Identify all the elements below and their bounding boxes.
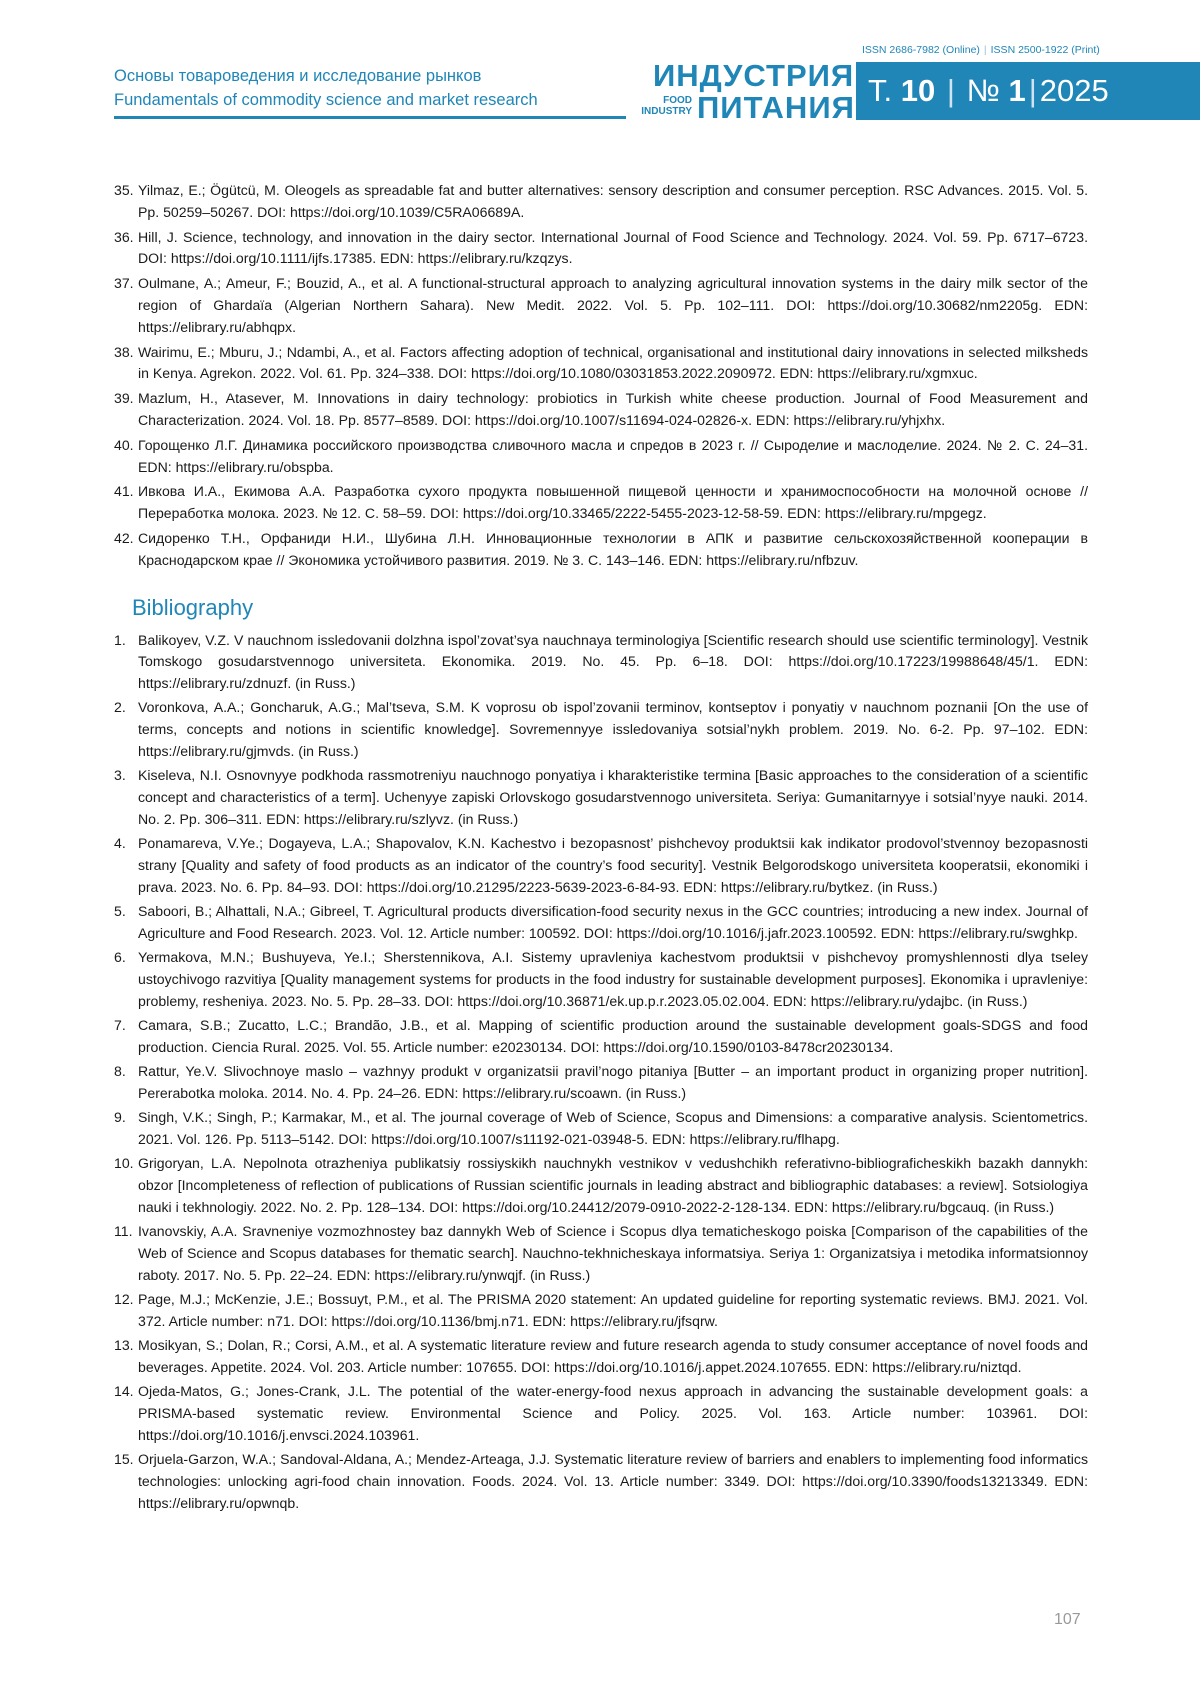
badge-separator: | [1028,73,1037,108]
reference-number: 37. [114,275,134,292]
logo-tag-food: FOOD [663,95,692,106]
issn-online: ISSN 2686-7982 (Online) [862,44,980,56]
bibliography-item [114,1107,1088,1151]
logo-tag-industry: INDUSTRY [641,106,692,117]
reference-number: 42. [114,529,134,546]
bibliography-item [114,1449,1088,1514]
bibliography-text: Camara, S.B.; Zucatto, L.C.; Brandão, J.B., et al. Mapping of scientific production around the sustainable development goals-SDGS and food production. Ciencia Rural. 2025. Vol. 55. Article number: e20230134. DOI: https://doi.org/10.1590/0103-8478cr20230134. [138,1017,1088,1055]
bibliography-number: 14. [114,1383,134,1400]
bibliography-item [114,765,1088,830]
journal-logo [632,58,855,125]
bibliography-item [114,697,1088,762]
bibliography-item [114,1061,1088,1105]
bibliography-text: Voronkova, A.A.; Goncharuk, A.G.; Mal’tseva, S.M. K voprosu ob ispol’zovanii terminov, kontseptov i ponyatiy v nauchnom poznanii [On the use of terms, concepts and notions in scientific knowledge]. Sovremennyye issledovaniya sotsial’nykh problem. 2019. No. 6-2. Pp. 97–102. EDN: https://elibrary.ru/gjmvds. (in Russ.) [138,699,1088,760]
bibliography-number: 8. [114,1063,126,1080]
bibliography-number: 4. [114,835,126,852]
reference-item [114,528,1088,572]
volume-prefix: Т. [868,73,893,108]
bibliography-item [114,1289,1088,1333]
bibliography-list [114,630,1088,1515]
reference-number: 40. [114,436,134,453]
issue-prefix: № [966,73,1000,108]
bibliography-item [114,630,1088,695]
main-content [114,180,1088,1517]
reference-item [114,435,1088,479]
reference-text: Oulmane, A.; Ameur, F.; Bouzid, A., et al. A functional-structural approach to analyzing agricultural innovation systems in the dairy milk sector of the region of Ghardaïa (Algerian Northern Sahara). New Medit. 2022. Vol. 5. Pp. 102–111. DOI: https://doi.org/10.30682/nm2205g. EDN: https://elibrary.ru/abhqpx. [138,275,1088,335]
page-number: 107 [1054,1611,1081,1628]
bibliography-number: 6. [114,949,126,966]
logo-word-industry: ИНДУСТРИЯ [653,58,855,93]
reference-text: Wairimu, E.; Mburu, J.; Ndambi, A., et al. Factors affecting adoption of technical, organisational and institutional dairy innovations in selected milksheds in Kenya. Agrekon. 2022. Vol. 61. Pp. 324–338. DOI: https://doi.org/10.1080/03031853.2022.2090972. EDN: https://elibrary.ru/xgmxuc. [138,343,1088,382]
references-list [114,180,1088,572]
bibliography-number: 2. [114,699,126,716]
reference-text: Ивкова И.А., Екимова А.А. Разработка сухого продукта повышенной пищевой ценности и хранимоспособности на молочной основе // Переработка молока. 2023. № 12. С. 58–59. DOI: https://doi.org/10.33465/2222-5455-2023-12-58-59. EDN: https://elibrary.ru/mpgegz. [138,483,1088,522]
reference-item [114,227,1088,271]
reference-item [114,342,1088,386]
header-divider [114,116,626,119]
badge-separator: | [946,73,955,108]
bibliography-text: Kiseleva, N.I. Osnovnyye podkhoda rassmotreniyu nauchnogo ponyatiya i kharakteristike termina [Basic approaches to the consideration of a scientific concept and characteristics of a term]. Uchenyye zapiski Orlovskogo gosudarstvennogo universiteta. Seriya: Gumanitarnyye i sotsial’nyye nauki. 2014. No. 2. Pp. 306–311. EDN: https://elibrary.ru/szlyvz. (in Russ.) [138,767,1088,827]
reference-text: Mazlum, H., Atasever, M. Innovations in dairy technology: probiotics in Turkish white cheese production. Journal of Food Measurement and Characterization. 2024. Vol. 18. Pp. 8577–8589. DOI: https://doi.org/10.1007/s11694-024-02826-x. EDN: https://elibrary.ru/yhjxhx. [138,390,1088,428]
bibliography-item [114,1015,1088,1059]
bibliography-text: Orjuela-Garzon, W.A.; Sandoval-Aldana, A.; Mendez-Arteaga, J.J. Systematic literature review of barriers and enablers to implementing food informatics technologies: unlocking agri-food chain innovation. Foods. 2024. Vol. 13. Article number: 3349. DOI: https://doi.org/10.3390/foods13213349. EDN: https://elibrary.ru/opwnqb. [138,1451,1088,1511]
bibliography-text: Mosikyan, S.; Dolan, R.; Corsi, A.M., et al. A systematic literature review and future research agenda to study consumer acceptance of novel foods and beverages. Appetite. 2024. Vol. 203. Article number: 107655. DOI: https://doi.org/10.1016/j.appet.2024.107655. EDN: https://elibrary.ru/niztqd. [138,1337,1088,1376]
bibliography-number: 1. [114,631,126,648]
bibliography-text: Saboori, B.; Alhattali, N.A.; Gibreel, T. Agricultural products diversification-food security nexus in the GCC countries; introducing a new index. Journal of Agriculture and Food Research. 2023. Vol. 12. Article number: 100592. DOI: https://doi.org/10.1016/j.jafr.2023.100592. EDN: https://elibrary.ru/swghkp. [138,903,1088,941]
reference-item [114,180,1088,224]
bibliography-number: 9. [114,1109,126,1126]
bibliography-text: Page, M.J.; McKenzie, J.E.; Bossuyt, P.M., et al. The PRISMA 2020 statement: An updated guideline for reporting systematic reviews. BMJ. 2021. Vol. 372. Article number: n71. DOI: https://doi.org/10.1136/bmj.n71. EDN: https://elibrary.ru/jfsqrw. [138,1291,1088,1329]
bibliography-item [114,947,1088,1012]
bibliography-item [114,901,1088,945]
reference-number: 36. [114,228,134,245]
bibliography-item [114,1335,1088,1379]
bibliography-number: 3. [114,767,126,784]
bibliography-text: Ojeda-Matos, G.; Jones-Crank, J.L. The potential of the water-energy-food nexus approach in advancing the sustainable development goals: a PRISMA-based systematic review. Environmental Science and Policy. 2025. Vol. 163. Article number: 103961. DOI: https://doi.org/10.1016/j.envsci.2024.103961. [138,1383,1088,1443]
reference-number: 39. [114,390,134,407]
bibliography-number: 10. [114,1155,134,1172]
bibliography-text: Yermakova, M.N.; Bushuyeva, Ye.I.; Sherstennikova, A.I. Sistemy upravleniya kachestvom produktsii v pishchevoy promyshlennosti dlya tseley ustoychivogo razvitiya [Quality management systems for products in the food industry for sustainable development purposes]. Ekonomika i upravleniye: problemy, resheniya. 2023. No. 5. Pp. 28–33. DOI: https://doi.org/10.36871/ek.up.p.r.2023.05.02.004. EDN: https://elibrary.ru/ydajbc. (in Russ.) [138,949,1088,1009]
bibliography-text: Grigoryan, L.A. Nepolnota otrazheniya publikatsiy rossiyskikh nauchnykh vestnikov v vedushchikh referativno-bibliograficheskikh bazakh dannykh: obzor [Incompleteness of reflection of publications of Russian scientific journals in leading abstract and bibliographic databases: a review]. Sotsiologiya nauki i tekhnologiy. 2022. No. 2. Pp. 128–134. DOI: https://doi.org/10.24412/2079-0910-2022-2-128-134. EDN: https://elibrary.ru/bgcauq. (in Russ.) [138,1155,1088,1215]
section-title-ru: Основы товароведения и исследование рынков [114,67,482,85]
reference-number: 38. [114,343,134,360]
bibliography-item [114,1221,1088,1286]
reference-text: Yilmaz, E.; Ögütcü, M. Oleogels as spreadable fat and butter alternatives: sensory description and consumer perception. RSC Advances. 2015. Vol. 5. Pp. 50259–50267. DOI: https://doi.org/10.1039/C5RA06689A. [138,182,1088,220]
issue-year: 2025 [1039,73,1109,108]
bibliography-item [114,1381,1088,1446]
reference-number: 35. [114,182,134,198]
logo-word-nutrition: ПИТАНИЯ [697,90,855,125]
bibliography-number: 7. [114,1017,126,1034]
issn-print: ISSN 2500-1922 (Print) [990,44,1100,56]
reference-item [114,388,1088,432]
issue-badge [856,62,1200,120]
section-heading [114,64,538,112]
bibliography-item [114,1153,1088,1218]
reference-text: Горощенко Л.Г. Динамика российского производства сливочного масла и спредов в 2023 г. // Сыроделие и маслоделие. 2024. № 2. С. 24–31. EDN: https://elibrary.ru/obspba. [138,436,1088,475]
bibliography-text: Balikoyev, V.Z. V nauchnom issledovanii dolzhna ispol’zovat’sya nauchnaya terminologiya [Scientific research should use scientific terminology]. Vestnik Tomskogo gosudarstvennogo universiteta. Ekonomika. 2019. No. 45. Pp. 6–18. DOI: https://doi.org/10.17223/19988648/45/1. EDN: https://elibrary.ru/zdnuzf. (in Russ.) [138,631,1088,692]
bibliography-item [114,833,1088,898]
issue-number: 1 [1008,73,1026,108]
bibliography-text: Rattur, Ye.V. Slivochnoye maslo – vazhnyy produkt v organizatsii pravil’nogo pitaniya [Butter – an important product in organizing proper nutrition]. Pererabotka moloka. 2014. No. 4. Pp. 24–26. EDN: https://elibrary.ru/scoawn. (in Russ.) [138,1063,1088,1101]
bibliography-text: Ponamareva, V.Ye.; Dogayeva, L.A.; Shapovalov, K.N. Kachestvo i bezopasnost’ pishchevoy produktsii kak indikator prodovol’stvennoy bezopasnosti strany [Quality and safety of food products as an indicator of the country’s food security]. Vestnik Belgorodskogo universiteta kooperatsii, ekonomiki i prava. 2023. No. 6. Pp. 84–93. DOI: https://doi.org/10.21295/2223-5639-2023-6-84-93. EDN: https://elibrary.ru/bytkez. (in Russ.) [138,835,1088,895]
bibliography-heading: Bibliography [132,594,254,620]
bibliography-number: 5. [114,903,126,920]
bibliography-number: 15. [114,1451,134,1468]
bibliography-number: 11. [114,1223,133,1240]
reference-number: 41. [114,483,134,500]
bibliography-text: Ivanovskiy, A.A. Sravneniye vozmozhnostey baz dannykh Web of Science i Scopus dlya tematicheskogo poiska [Comparison of the capabilities of the Web of Science and Scopus databases for thematic search]. Nauchno-tekhnicheskaya informatsiya. Seriya 1: Organizatsiya i metodika informatsionnoy raboty. 2017. No. 5. Pp. 22–24. EDN: https://elibrary.ru/ynwqjf. (in Russ.) [138,1223,1088,1283]
reference-text: Сидоренко Т.Н., Орфаниди Н.И., Шубина Л.Н. Инновационные технологии в АПК и развитие сельскохозяйственной кооперации в Краснодарском крае // Экономика устойчивого развития. 2019. № 3. С. 143–146. EDN: https://elibrary.ru/nfbzuv. [138,529,1088,568]
reference-item [114,481,1088,525]
issn-line [862,44,1100,56]
reference-text: Hill, J. Science, technology, and innovation in the dairy sector. International Journal of Food Science and Technology. 2024. Vol. 59. Pp. 6717–6723. DOI: https://doi.org/10.1111/ijfs.17385. EDN: https://elibrary.ru/kzqzys. [138,228,1088,267]
reference-item [114,273,1088,338]
bibliography-number: 13. [114,1337,134,1354]
issn-separator: | [983,44,987,56]
logo-tag [632,95,692,117]
bibliography-number: 12. [114,1291,134,1308]
volume-number: 10 [900,73,936,108]
section-title-en: Fundamentals of commodity science and market research [114,91,538,109]
bibliography-text: Singh, V.K.; Singh, P.; Karmakar, M., et al. The journal coverage of Web of Science, Scopus and Dimensions: a comparative analysis. Scientometrics. 2021. Vol. 126. Pp. 5113–5142. DOI: https://doi.org/10.1007/s11192-021-03948-5. EDN: https://elibrary.ru/flhapg. [138,1109,1088,1148]
